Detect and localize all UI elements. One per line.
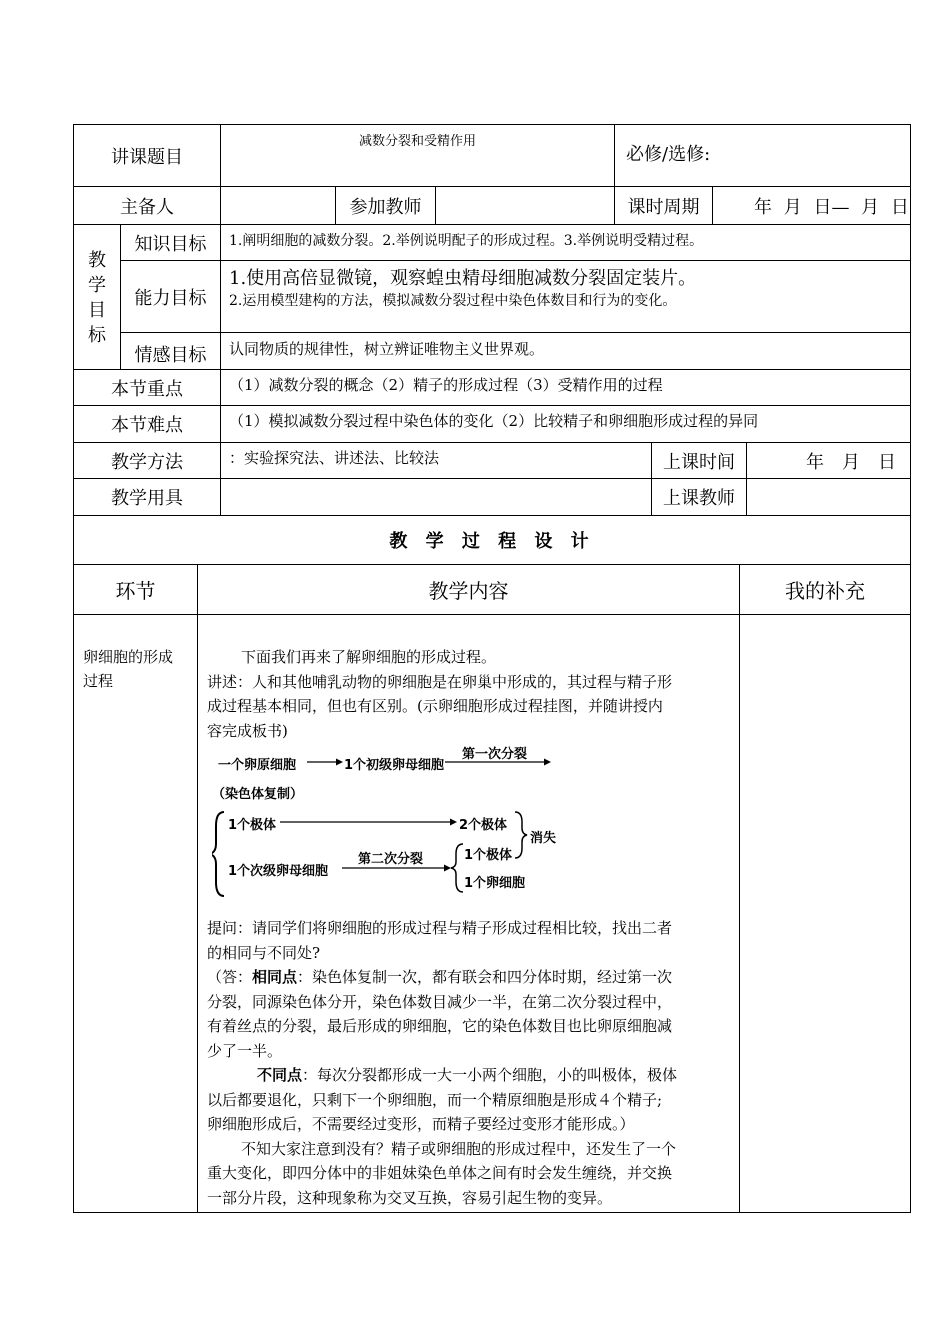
topic-label: 讲课题目 — [111, 146, 183, 168]
methods-label: 教学方法 — [111, 451, 183, 473]
key-points-value: （1）减数分裂的概念（2）精子的形成过程（3）受精作用的过程 — [229, 375, 663, 394]
period-label: 课时周期 — [627, 196, 700, 218]
difficulties-value: （1）模拟减数分裂过程中染色体的变化（2）比较精子和卵细胞形成过程的异同 — [229, 411, 759, 430]
diagram-first-division: 第一次分裂 — [462, 747, 528, 762]
process-title: 教 学 过 程 设 计 — [389, 531, 595, 552]
knowledge-goal-value: 1.阐明细胞的减数分裂。2.举例说明配子的形成过程。3.举例说明受精过程。 — [229, 233, 704, 249]
content-intro: 下面我们再来了解卵细胞的形成过程。 讲述：人和其他哺乳动物的卵细胞是在卵巢中形成的，其过程与精子形 成过程基本相同，但也有区别。(示卵细胞形成过程挂图，并随讲授内 容完成板书) — [207, 648, 673, 740]
diagram-polar-body-b: 1个极体 — [464, 848, 513, 863]
participants-label: 参加教师 — [349, 196, 422, 218]
same-label: 相同点 — [252, 968, 298, 986]
col-supplement-header: 我的补充 — [785, 579, 865, 603]
key-points-label: 本节重点 — [111, 378, 183, 400]
tools-label: 教学用具 — [111, 488, 183, 509]
difficulties-label: 本节难点 — [111, 415, 183, 436]
teacher-label: 上课教师 — [663, 488, 735, 509]
diagram-replication: （染色体复制） — [212, 787, 304, 802]
knowledge-goal-label: 知识目标 — [134, 233, 207, 255]
oocyte-formation-diagram — [212, 740, 572, 900]
class-time-value: 年 月 日 — [806, 451, 896, 473]
diagram-polar-body: 1个极体 — [228, 818, 277, 833]
period-value: 年 月 日— 月 日 — [754, 196, 909, 218]
content-question: 提问：请同学们将卵细胞的形成过程与精子形成过程相比较，找出二者 的相同与不同处? （答：相同点：染色体复制一次，都有联会和四分体时期，经过第一次 分裂，同源染色体分开，染色体数目减少一半，在第二次分裂过程中， 有着丝点的分裂，最后形成的卵细胞，它的染色体数目也比卵原细胞减 少了一半。 不同点：每次分裂都形成一大一小两个细胞，小的叫极体，极体 以后都要退化，只剩下一个卵细胞，而一个精原细胞是形成４个精子; 卵细胞形成后，不需要经过变形，而精子要经过变形才能形成。） 不知大家注意到没有？精子或卵细胞的形成过程中，还发生了一个 重大变化，即四分体中的非姐妹染色单体之间有时会发生缠绕，并交换 一部分片段，这种现象称为交叉互换，容易引起生物的变异。 — [207, 919, 678, 1207]
methods-value: ：实验探究法、讲述法、比较法 — [229, 448, 440, 467]
required-elective-label: 必修/选修: — [626, 144, 711, 165]
class-time-label: 上课时间 — [663, 451, 735, 473]
diff-label: 不同点 — [257, 1066, 303, 1084]
diagram-second-division: 第二次分裂 — [358, 852, 424, 867]
emotion-goal-label: 情感目标 — [134, 345, 207, 366]
stage-cell: 卵细胞的形成 过程 — [83, 648, 174, 690]
col-content-header: 教学内容 — [428, 579, 509, 603]
col-stage-header: 环节 — [115, 579, 156, 603]
ability-goal-label: 能力目标 — [134, 287, 207, 309]
ability-goal-line1: 1.使用高倍显微镜，观察蝗虫精母细胞减数分裂固定装片。 — [229, 268, 697, 289]
diagram-egg-cell: 1个卵细胞 — [464, 876, 526, 891]
preparer-label: 主备人 — [120, 196, 174, 218]
diagram-step-primary-oocyte: 1个初级卵母细胞 — [344, 758, 445, 773]
topic-value: 减数分裂和受精作用 — [358, 133, 476, 149]
diagram-disappear: 消失 — [530, 831, 557, 846]
diagram-two-polar-bodies: 2个极体 — [459, 818, 508, 833]
objectives-group-label: 教 学 目 标 — [88, 250, 106, 346]
emotion-goal-value: 认同物质的规律性，树立辨证唯物主义世界观。 — [229, 339, 545, 358]
diagram-secondary-oocyte: 1个次级卵母细胞 — [228, 864, 329, 879]
diagram-step-oogonium: 一个卵原细胞 — [218, 758, 297, 773]
ability-goal-line2: 2.运用模型建构的方法，模拟减数分裂过程中染色体数目和行为的变化。 — [229, 293, 677, 309]
